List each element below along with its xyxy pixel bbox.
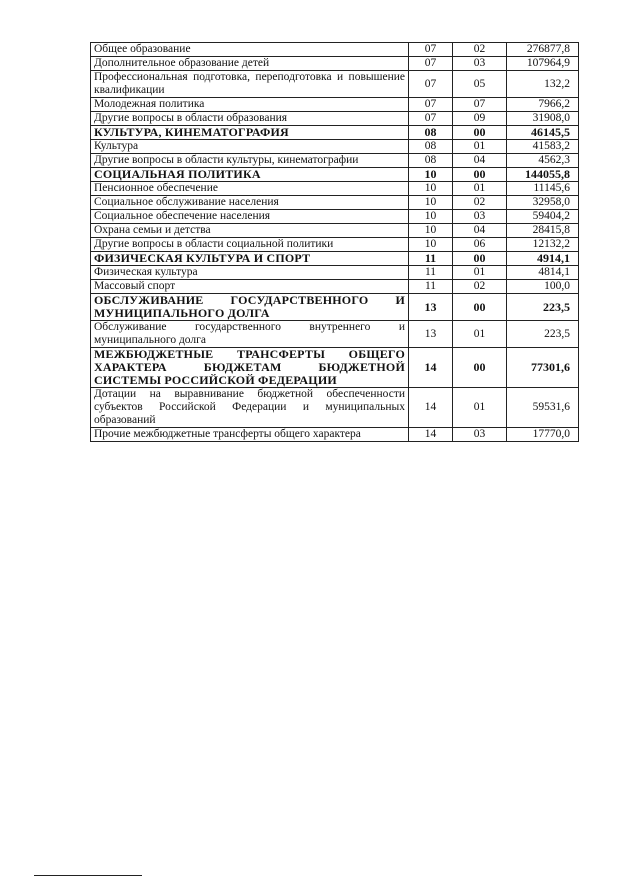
row-name-cell: Общее образование — [91, 43, 409, 57]
row-amount-cell: 31908,0 — [507, 112, 579, 126]
row-amount-cell: 107964,9 — [507, 57, 579, 71]
row-subsection-code-cell: 00 — [453, 126, 507, 140]
table-row — [91, 280, 579, 294]
row-section-code-cell: 10 — [409, 210, 453, 224]
row-section-code-cell: 08 — [409, 126, 453, 140]
row-section-code-cell: 14 — [409, 428, 453, 442]
row-subsection-code-cell: 02 — [453, 43, 507, 57]
row-section-code-cell: 07 — [409, 57, 453, 71]
section-row — [91, 294, 579, 321]
row-name-cell: Прочие межбюджетные трансферты общего характера — [91, 428, 409, 442]
row-name-cell: Дополнительное образование детей — [91, 57, 409, 71]
row-amount-cell: 223,5 — [507, 294, 579, 321]
row-name-cell: ОБСЛУЖИВАНИЕ ГОСУДАРСТВЕННОГО И МУНИЦИПАЛЬНОГО ДОЛГА — [91, 294, 409, 321]
row-subsection-code-cell: 00 — [453, 168, 507, 182]
row-subsection-code-cell: 01 — [453, 388, 507, 428]
row-section-code-cell: 08 — [409, 140, 453, 154]
row-subsection-code-cell: 00 — [453, 348, 507, 388]
row-name-cell: Социальное обслуживание населения — [91, 196, 409, 210]
row-name-cell: Другие вопросы в области социальной политики — [91, 238, 409, 252]
section-row — [91, 252, 579, 266]
row-amount-cell: 132,2 — [507, 71, 579, 98]
row-amount-cell: 32958,0 — [507, 196, 579, 210]
row-subsection-code-cell: 03 — [453, 57, 507, 71]
table-row — [91, 388, 579, 428]
table-row — [91, 224, 579, 238]
table-row — [91, 43, 579, 57]
row-section-code-cell: 11 — [409, 280, 453, 294]
row-subsection-code-cell: 00 — [453, 252, 507, 266]
footnote-separator — [34, 875, 142, 876]
row-section-code-cell: 07 — [409, 43, 453, 57]
table-row — [91, 428, 579, 442]
row-subsection-code-cell: 04 — [453, 154, 507, 168]
row-amount-cell: 59404,2 — [507, 210, 579, 224]
table-row — [91, 210, 579, 224]
table-row — [91, 154, 579, 168]
budget-table — [90, 42, 579, 442]
row-section-code-cell: 08 — [409, 154, 453, 168]
row-section-code-cell: 07 — [409, 112, 453, 126]
row-amount-cell: 144055,8 — [507, 168, 579, 182]
row-name-cell: Другие вопросы в области культуры, кинематографии — [91, 154, 409, 168]
row-subsection-code-cell: 01 — [453, 266, 507, 280]
row-subsection-code-cell: 02 — [453, 280, 507, 294]
table-row — [91, 182, 579, 196]
row-section-code-cell: 10 — [409, 168, 453, 182]
row-subsection-code-cell: 01 — [453, 321, 507, 348]
row-subsection-code-cell: 01 — [453, 182, 507, 196]
row-name-cell: Молодежная политика — [91, 98, 409, 112]
row-subsection-code-cell: 06 — [453, 238, 507, 252]
section-row — [91, 126, 579, 140]
row-subsection-code-cell: 01 — [453, 140, 507, 154]
row-amount-cell: 28415,8 — [507, 224, 579, 238]
row-section-code-cell: 11 — [409, 266, 453, 280]
row-section-code-cell: 07 — [409, 98, 453, 112]
row-subsection-code-cell: 03 — [453, 210, 507, 224]
row-name-cell: КУЛЬТУРА, КИНЕМАТОГРАФИЯ — [91, 126, 409, 140]
row-name-cell: Дотации на выравнивание бюджетной обеспеченности субъектов Российской Федерации и муниципальных образований — [91, 388, 409, 428]
row-amount-cell: 4914,1 — [507, 252, 579, 266]
row-amount-cell: 41583,2 — [507, 140, 579, 154]
row-amount-cell: 223,5 — [507, 321, 579, 348]
row-amount-cell: 4562,3 — [507, 154, 579, 168]
row-amount-cell: 4814,1 — [507, 266, 579, 280]
row-section-code-cell: 14 — [409, 348, 453, 388]
row-amount-cell: 77301,6 — [507, 348, 579, 388]
row-amount-cell: 12132,2 — [507, 238, 579, 252]
row-section-code-cell: 11 — [409, 252, 453, 266]
table-row — [91, 196, 579, 210]
row-subsection-code-cell: 04 — [453, 224, 507, 238]
row-section-code-cell: 10 — [409, 224, 453, 238]
table-row — [91, 57, 579, 71]
table-row — [91, 112, 579, 126]
row-amount-cell: 276877,8 — [507, 43, 579, 57]
table-row — [91, 238, 579, 252]
budget-table-body — [91, 43, 579, 442]
row-subsection-code-cell: 00 — [453, 294, 507, 321]
row-name-cell: Физическая культура — [91, 266, 409, 280]
row-amount-cell: 17770,0 — [507, 428, 579, 442]
row-name-cell: Охрана семьи и детства — [91, 224, 409, 238]
row-section-code-cell: 07 — [409, 71, 453, 98]
row-name-cell: МЕЖБЮДЖЕТНЫЕ ТРАНСФЕРТЫ ОБЩЕГО ХАРАКТЕРА БЮДЖЕТАМ БЮДЖЕТНОЙ СИСТЕМЫ РОССИЙСКОЙ ФЕДЕРАЦИИ — [91, 348, 409, 388]
table-row — [91, 266, 579, 280]
row-subsection-code-cell: 02 — [453, 196, 507, 210]
row-name-cell: СОЦИАЛЬНАЯ ПОЛИТИКА — [91, 168, 409, 182]
row-section-code-cell: 10 — [409, 196, 453, 210]
row-amount-cell: 100,0 — [507, 280, 579, 294]
row-name-cell: Другие вопросы в области образования — [91, 112, 409, 126]
row-section-code-cell: 14 — [409, 388, 453, 428]
row-name-cell: Обслуживание государственного внутреннего и муниципального долга — [91, 321, 409, 348]
row-subsection-code-cell: 07 — [453, 98, 507, 112]
row-amount-cell: 7966,2 — [507, 98, 579, 112]
table-row — [91, 98, 579, 112]
row-name-cell: Культура — [91, 140, 409, 154]
row-amount-cell: 11145,6 — [507, 182, 579, 196]
section-row — [91, 168, 579, 182]
row-section-code-cell: 10 — [409, 182, 453, 196]
row-amount-cell: 46145,5 — [507, 126, 579, 140]
table-row — [91, 71, 579, 98]
row-amount-cell: 59531,6 — [507, 388, 579, 428]
row-name-cell: Социальное обеспечение населения — [91, 210, 409, 224]
row-name-cell: Пенсионное обеспечение — [91, 182, 409, 196]
row-section-code-cell: 13 — [409, 294, 453, 321]
row-name-cell: Массовый спорт — [91, 280, 409, 294]
row-name-cell: Профессиональная подготовка, переподготовка и повышение квалификации — [91, 71, 409, 98]
row-section-code-cell: 10 — [409, 238, 453, 252]
row-section-code-cell: 13 — [409, 321, 453, 348]
row-name-cell: ФИЗИЧЕСКАЯ КУЛЬТУРА И СПОРТ — [91, 252, 409, 266]
row-subsection-code-cell: 03 — [453, 428, 507, 442]
table-row — [91, 140, 579, 154]
table-row — [91, 321, 579, 348]
section-row — [91, 348, 579, 388]
row-subsection-code-cell: 05 — [453, 71, 507, 98]
row-subsection-code-cell: 09 — [453, 112, 507, 126]
